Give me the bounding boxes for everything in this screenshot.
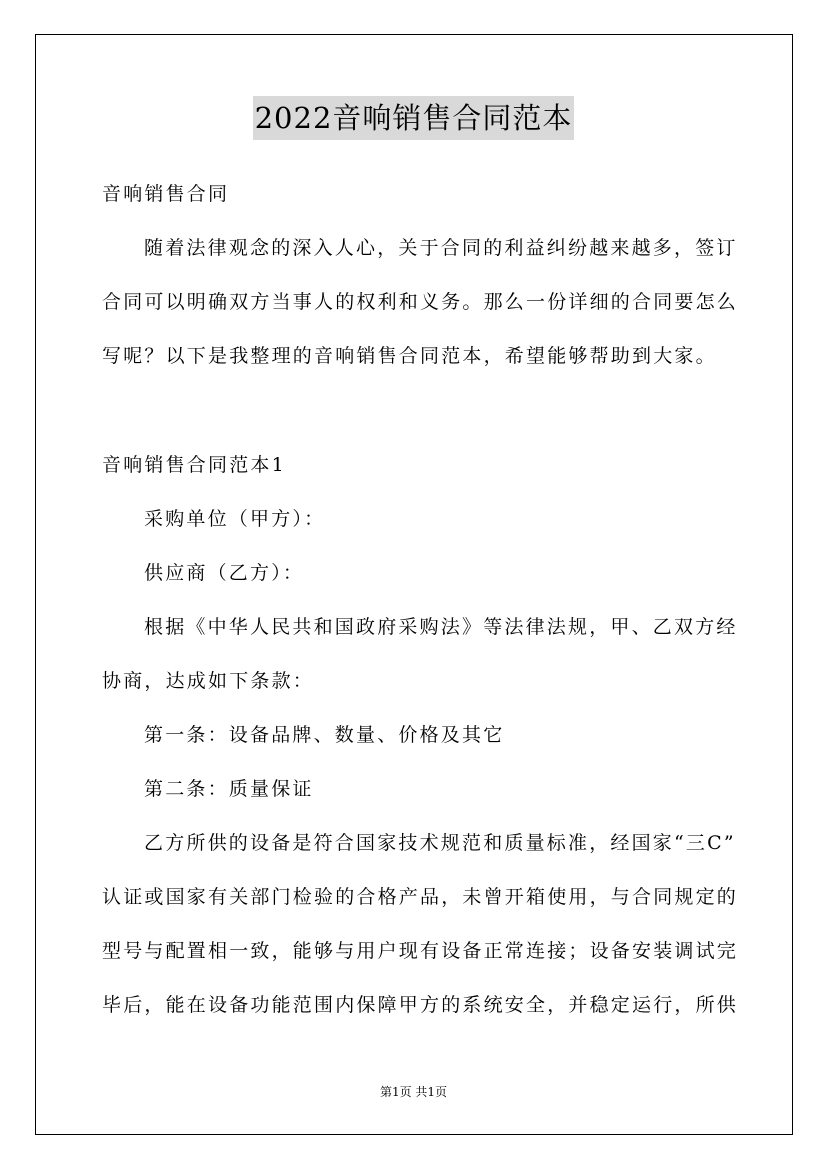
article-heading: 第二条：质量保证: [144, 778, 314, 800]
paragraph-line: 随着法律观念的深入人心，关于合同的利益纠纷越来越多，签订: [144, 237, 738, 259]
section-heading: 音响销售合同: [102, 183, 230, 205]
paragraph-line: 毕后，能在设备功能范围内保障甲方的系统安全，并稳定运行，所供: [102, 994, 739, 1016]
paragraph-line: 协商，达成如下条款：: [102, 670, 315, 692]
title-container: [0, 96, 827, 140]
paragraph-line: 认证或国家有关部门检验的合格产品，未曾开箱使用，与合同规定的: [102, 886, 739, 908]
section-heading: 音响销售合同范本1: [102, 454, 286, 476]
article-heading: 第一条：设备品牌、数量、价格及其它: [144, 724, 505, 746]
paragraph-line: 根据《中华人民共和国政府采购法》等法律法规，甲、乙双方经: [144, 616, 738, 638]
paragraph-line: 采购单位（甲方）：: [144, 508, 326, 530]
paragraph-line: 合同可以明确双方当事人的权利和义务。那么一份详细的合同要怎么: [102, 291, 739, 313]
page-footer: 第1页 共1页: [379, 1085, 448, 1099]
paragraph-line: 型号与配置相一致，能够与用户现有设备正常连接；设备安装调试完: [102, 940, 739, 962]
document-title: 2022音响销售合同范本: [253, 96, 575, 140]
paragraph-line: 供应商（乙方）：: [144, 562, 305, 584]
paragraph-line: 写呢？以下是我整理的音响销售合同范本，希望能够帮助到大家。: [102, 345, 717, 367]
paragraph-line: 乙方所供的设备是符合国家技术规范和质量标准，经国家“三C”: [144, 832, 736, 854]
